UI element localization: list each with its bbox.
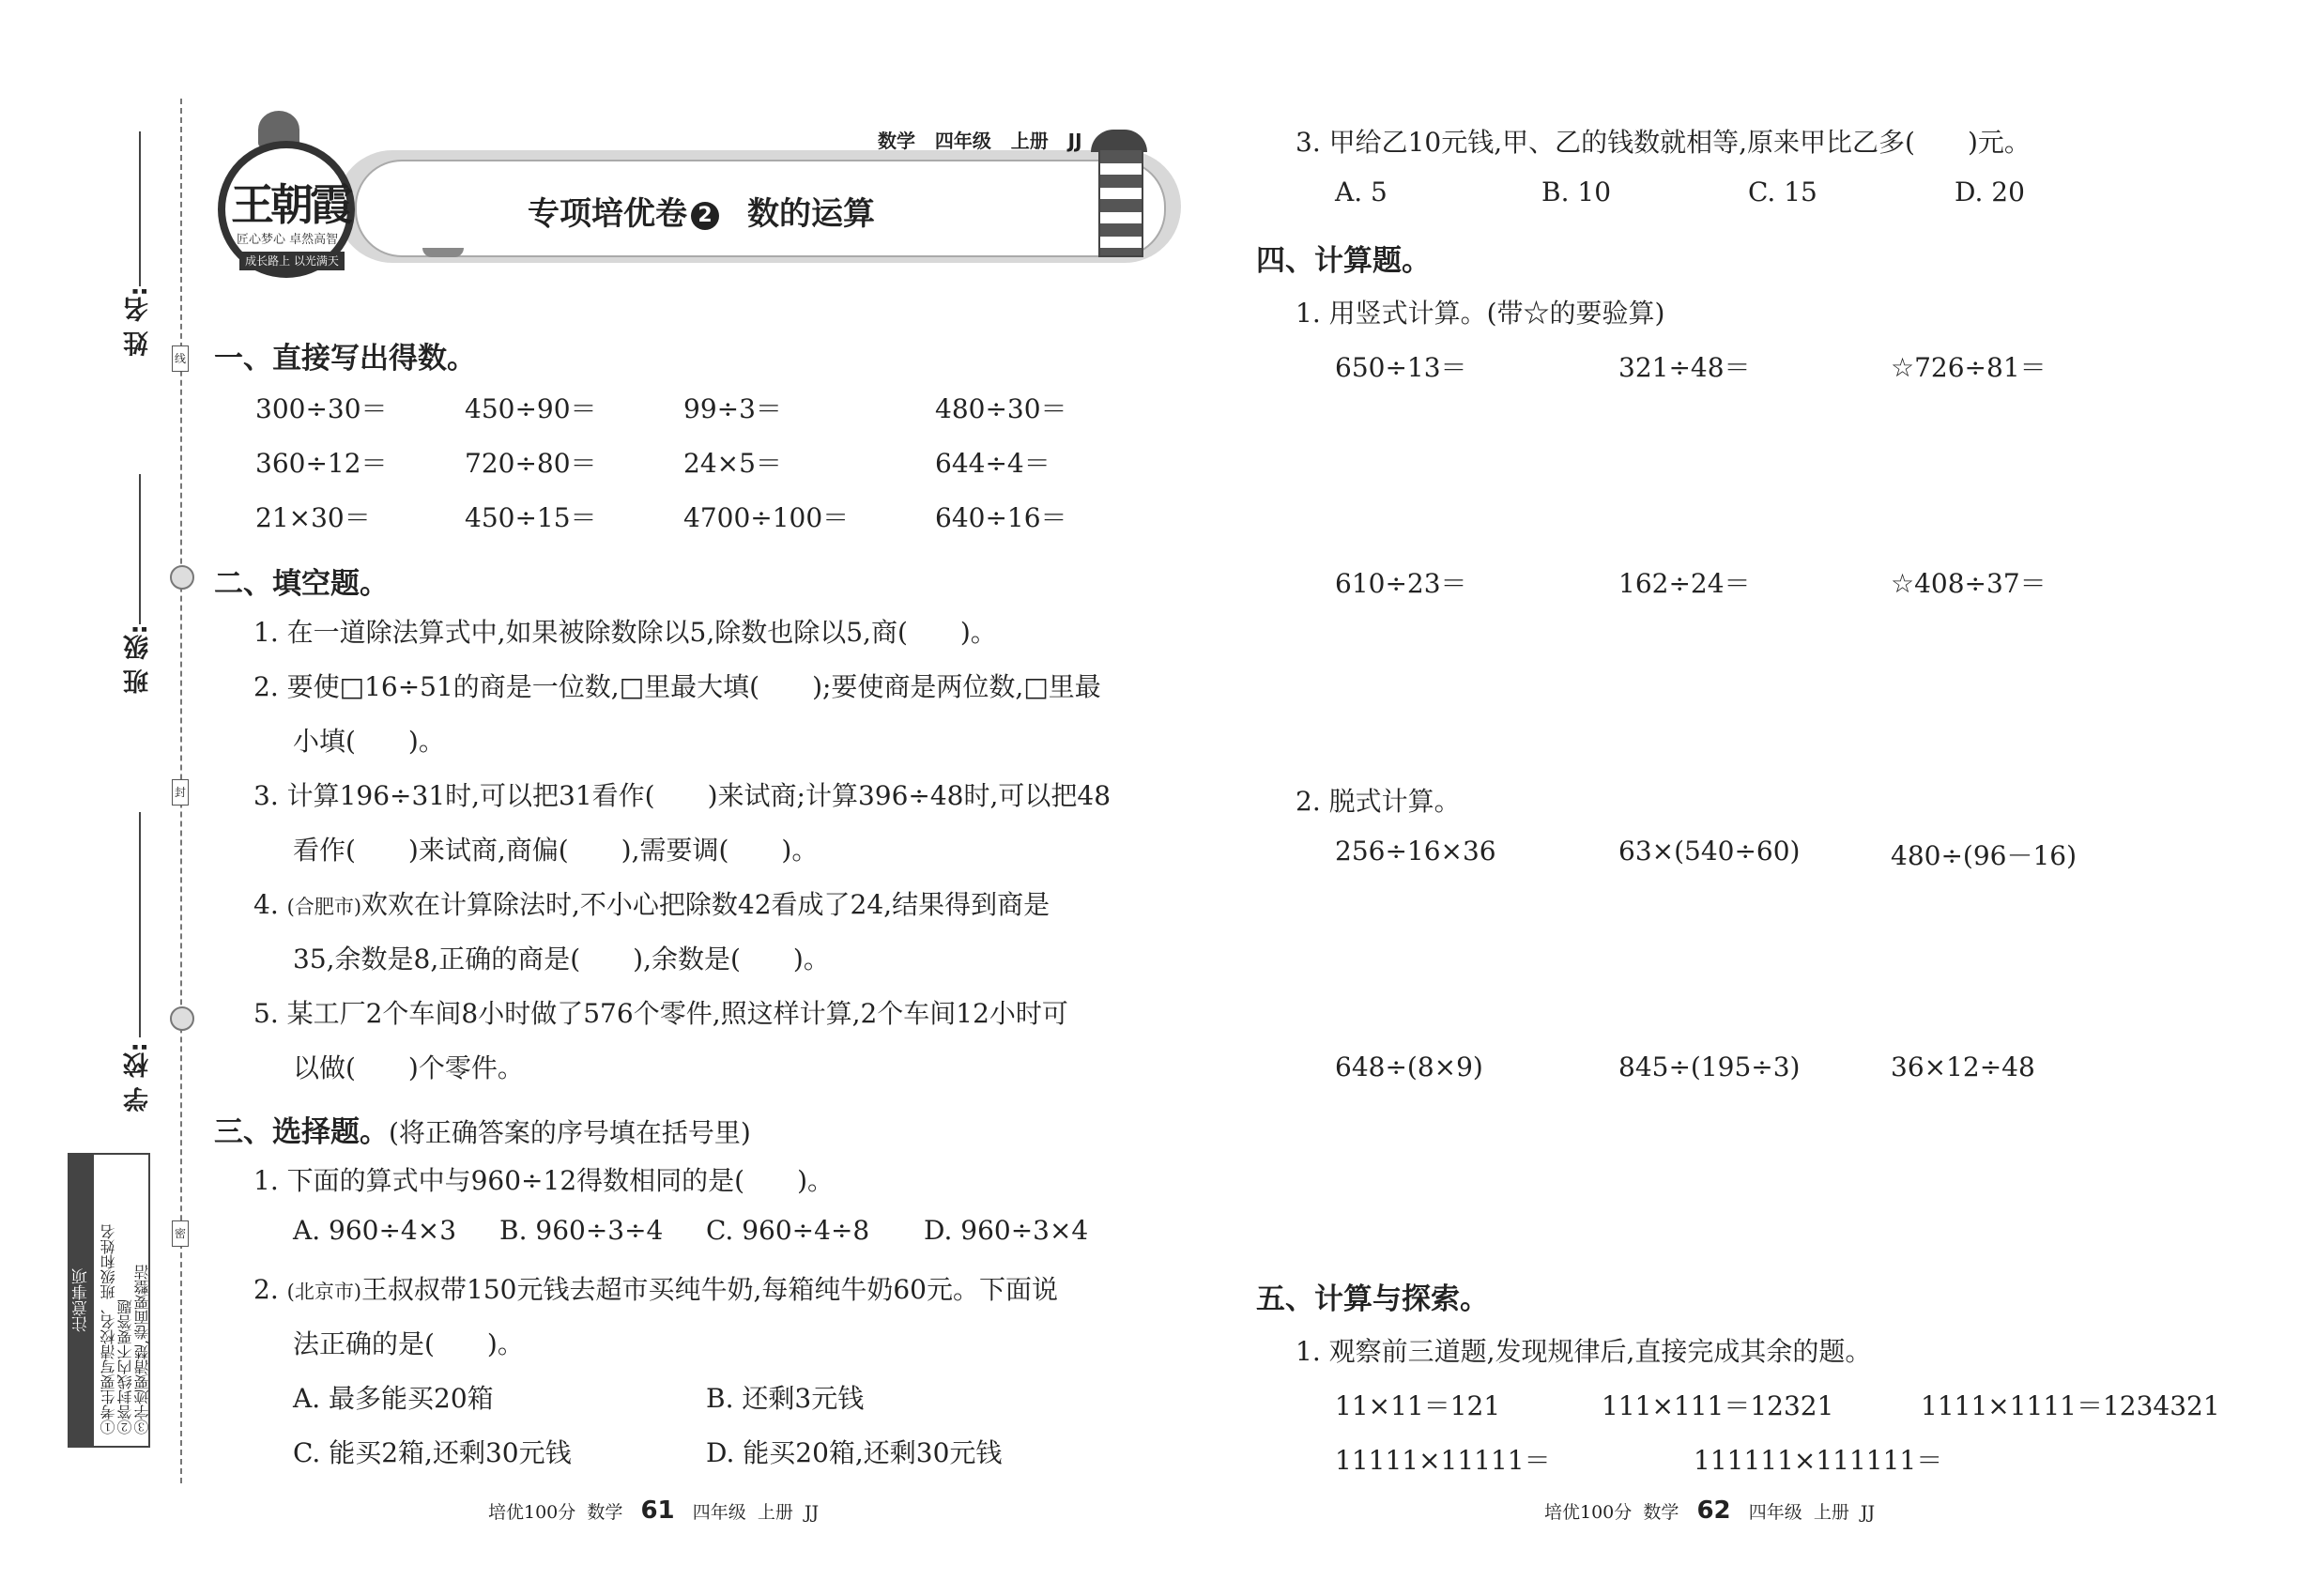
oral-item: 360÷12＝ <box>255 448 388 479</box>
vertical-calc-item: 162÷24＝ <box>1618 568 1751 599</box>
logo-text: 王朝霞 <box>231 179 349 230</box>
section4-title: 四、计算题。 <box>1256 244 1431 278</box>
fill-question-1: 1. 在一道除法算式中,如果被除数除以5,除数也除以5,商( )。 <box>253 617 997 648</box>
fill-question-3-cont: 看作( )来试商,商偏( ),需要调( )。 <box>293 835 819 866</box>
oral-item: 99÷3＝ <box>683 393 782 424</box>
section1-title: 一、直接写出得数。 <box>214 342 476 376</box>
footer-suffix: 四年级 上册 JJ <box>692 1502 820 1523</box>
notice-title: 注意事项 <box>69 1155 94 1446</box>
footer-suffix: 四年级 上册 JJ <box>1748 1502 1876 1523</box>
oral-item: 640÷16＝ <box>935 502 1067 533</box>
section2-title: 二、填空题。 <box>214 567 389 601</box>
choice-option: D. 20 <box>1955 176 2025 207</box>
choice-question-2-cont: 法正确的是( )。 <box>293 1328 524 1359</box>
fill-question-5: 5. 某工厂2个车间8小时做了576个零件,照这样计算,2个车间12小时可 <box>253 998 1068 1029</box>
question-number: 2. <box>253 1274 279 1305</box>
section3-heading <box>214 1108 751 1150</box>
step-calc-item: 648÷(8×9) <box>1335 1051 1483 1082</box>
cut-tag-line: 线 <box>172 345 189 372</box>
fill-question-5-cont: 以做( )个零件。 <box>293 1052 524 1083</box>
binding-hole-icon <box>170 565 194 590</box>
logo-slogan: 匠心梦心 卓然高智 <box>237 233 339 247</box>
oral-item: 21×30＝ <box>255 502 371 533</box>
ship-icon <box>422 248 464 257</box>
school-field-line <box>139 812 141 1037</box>
oral-item: 450÷15＝ <box>465 502 597 533</box>
choice-question-1: 1. 下面的算式中与960÷12得数相同的是( )。 <box>253 1165 834 1196</box>
question-number: 4. <box>253 889 279 920</box>
oral-item: 644÷4＝ <box>935 448 1050 479</box>
step-calc-item: 36×12÷48 <box>1891 1051 2035 1082</box>
calc-question-2: 2. 脱式计算。 <box>1296 786 1461 817</box>
class-label: 班 级: <box>124 624 153 695</box>
cut-tag-secret: 密 <box>172 1220 189 1247</box>
class-field-line <box>139 474 141 624</box>
title-main: 数的运算 <box>747 195 875 233</box>
fill-question-2: 2. 要使□16÷51的商是一位数,□里最大填( );要使商是两位数,□里最 <box>253 671 1101 702</box>
oral-item: 720÷80＝ <box>465 448 597 479</box>
vertical-calc-item: ☆408÷37＝ <box>1891 568 2047 599</box>
choice-option: C. 能买2箱,还剩30元钱 <box>293 1437 572 1468</box>
choice-option: C. 15 <box>1748 176 1817 207</box>
fill-question-4 <box>253 884 1050 922</box>
fill-question-4-cont: 35,余数是8,正确的商是( ),余数是( )。 <box>293 944 830 974</box>
footer-left <box>488 1496 819 1525</box>
section5-title: 五、计算与探索。 <box>1256 1282 1489 1316</box>
choice-option: A. 960÷4×3 <box>293 1215 457 1246</box>
title-prefix: 专项培优卷 <box>528 195 687 233</box>
vertical-calc-item: ☆726÷81＝ <box>1891 352 2047 383</box>
notice-item: ③字迹要清楚,卷面要整洁 <box>133 1264 151 1435</box>
choice-option: B. 960÷3÷4 <box>499 1215 664 1246</box>
question-text: 欢欢在计算除法时,不小心把除数42看成了24,结果得到商是 <box>361 889 1050 920</box>
choice-question-3: 3. 甲给乙10元钱,甲、乙的钱数就相等,原来甲比乙多( )元。 <box>1296 127 2031 158</box>
footer-prefix: 培优100分 数学 <box>1544 1502 1679 1523</box>
oral-item: 450÷90＝ <box>465 393 597 424</box>
choice-option: D. 960÷3×4 <box>924 1215 1089 1246</box>
calc-question-1: 1. 用竖式计算。(带☆的要验算) <box>1296 298 1665 329</box>
oral-item: 480÷30＝ <box>935 393 1067 424</box>
cut-tag-seal: 封 <box>172 779 189 806</box>
section3-note: (将正确答案的序号填在括号里) <box>389 1117 751 1148</box>
pattern-item: 111×111＝12321 <box>1602 1390 1834 1421</box>
school-label: 学 校: <box>124 1042 153 1113</box>
oral-item: 300÷30＝ <box>255 393 388 424</box>
choice-option: D. 能买20箱,还剩30元钱 <box>706 1437 1003 1468</box>
vertical-calc-item: 321÷48＝ <box>1618 352 1751 383</box>
pattern-item: 111111×111111＝ <box>1694 1445 1943 1476</box>
notice-box <box>68 1153 150 1448</box>
step-calc-item: 480÷(96－16) <box>1891 840 2078 871</box>
binding-hole-icon <box>170 1006 194 1031</box>
vertical-calc-item: 610÷23＝ <box>1335 568 1467 599</box>
notice-item: ②答封线内不要答题 <box>116 1299 134 1435</box>
footer-prefix: 培优100分 数学 <box>488 1502 623 1523</box>
name-label: 姓 名: <box>124 286 153 357</box>
step-calc-item: 256÷16×36 <box>1335 836 1496 867</box>
step-calc-item: 63×(540÷60) <box>1618 836 1801 867</box>
choice-option: C. 960÷4÷8 <box>706 1215 870 1246</box>
notice-item: ①考生要写清校名、班级和姓名 <box>100 1224 117 1435</box>
oral-item: 24×5＝ <box>683 448 782 479</box>
question-text: 王叔叔带150元钱去超市买纯牛奶,每箱纯牛奶60元。下面说 <box>361 1274 1058 1305</box>
pattern-item: 1111×1111＝1234321 <box>1921 1390 2220 1421</box>
subject-info: 数学 四年级 上册 JJ <box>878 130 1082 152</box>
page-number: 62 <box>1696 1496 1731 1525</box>
choice-option: B. 10 <box>1541 176 1612 207</box>
name-field-line <box>139 131 141 286</box>
source-tag: (合肥市) <box>286 896 362 918</box>
choice-option: B. 还剩3元钱 <box>706 1383 865 1414</box>
page-number: 61 <box>640 1496 675 1525</box>
choice-option: A. 最多能买20箱 <box>293 1383 494 1414</box>
pattern-item: 11111×11111＝ <box>1335 1445 1551 1476</box>
oral-item: 4700÷100＝ <box>683 502 850 533</box>
footer-right <box>1544 1496 1875 1525</box>
fill-question-2-cont: 小填( )。 <box>293 726 445 757</box>
vertical-calc-item: 650÷13＝ <box>1335 352 1467 383</box>
fill-question-3: 3. 计算196÷31时,可以把31看作( )来试商;计算396÷48时,可以把48 <box>253 780 1112 811</box>
choice-option: A. 5 <box>1335 176 1388 207</box>
lighthouse-tower-icon <box>1098 148 1143 257</box>
explore-question-1: 1. 观察前三道题,发现规律后,直接完成其余的题。 <box>1296 1336 1872 1367</box>
pattern-item: 11×11＝121 <box>1335 1390 1501 1421</box>
section3-title: 三、选择题。 <box>214 1115 389 1149</box>
step-calc-item: 845÷(195÷3) <box>1618 1051 1801 1082</box>
title-number: 2 <box>691 202 719 230</box>
page-title <box>528 188 875 234</box>
logo-ribbon: 成长路上 以光满天 <box>239 252 345 270</box>
source-tag: (北京市) <box>286 1281 362 1303</box>
choice-question-2 <box>253 1269 1058 1307</box>
